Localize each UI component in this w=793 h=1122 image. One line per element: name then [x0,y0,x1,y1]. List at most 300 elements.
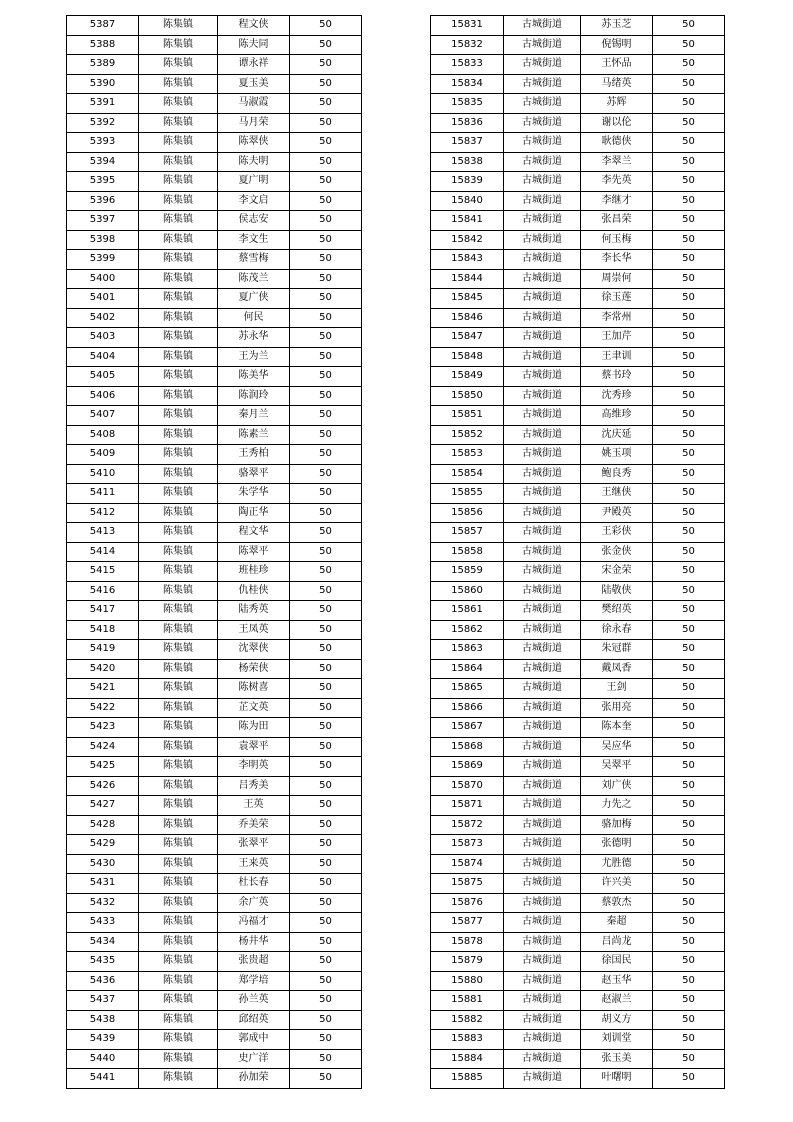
town-cell: 古城街道 [504,289,581,309]
town-cell: 古城街道 [504,133,581,153]
amount-cell: 50 [290,464,362,484]
town-cell: 陈集镇 [139,445,218,465]
amount-cell: 50 [653,835,725,855]
table-row [67,893,362,913]
town-cell: 古城街道 [504,796,581,816]
amount-cell: 50 [653,386,725,406]
town-cell: 陈集镇 [139,464,218,484]
serial-cell: 15877 [431,913,504,933]
table-row [431,757,725,777]
name-cell: 芷文英 [218,698,290,718]
table-row [431,893,725,913]
town-cell: 陈集镇 [139,971,218,991]
serial-cell: 5393 [67,133,139,153]
town-cell: 陈集镇 [139,542,218,562]
town-cell: 陈集镇 [139,328,218,348]
name-cell: 秦超 [581,913,653,933]
table-row [431,913,725,933]
name-cell: 孙兰英 [218,991,290,1011]
serial-cell: 15879 [431,952,504,972]
town-cell: 古城街道 [504,971,581,991]
serial-cell: 15842 [431,230,504,250]
town-cell: 陈集镇 [139,484,218,504]
town-cell: 陈集镇 [139,1010,218,1030]
serial-cell: 5424 [67,737,139,757]
serial-cell: 15882 [431,1010,504,1030]
town-cell: 古城街道 [504,835,581,855]
right-table-body [431,16,725,1089]
serial-cell: 15860 [431,581,504,601]
table-row [431,367,725,387]
name-cell: 徐永春 [581,620,653,640]
amount-cell: 50 [653,406,725,426]
town-cell: 陈集镇 [139,133,218,153]
town-cell: 陈集镇 [139,1030,218,1050]
table-row [67,640,362,660]
serial-cell: 5400 [67,269,139,289]
serial-cell: 15845 [431,289,504,309]
amount-cell: 50 [290,269,362,289]
town-cell: 陈集镇 [139,952,218,972]
amount-cell: 50 [653,659,725,679]
serial-cell: 15855 [431,484,504,504]
amount-cell: 50 [653,191,725,211]
name-cell: 陈素兰 [218,425,290,445]
amount-cell: 50 [653,74,725,94]
amount-cell: 50 [290,952,362,972]
town-cell: 古城街道 [504,347,581,367]
serial-cell: 5421 [67,679,139,699]
amount-cell: 50 [653,893,725,913]
table-row [431,1030,725,1050]
amount-cell: 50 [290,328,362,348]
amount-cell: 50 [290,640,362,660]
town-cell: 古城街道 [504,269,581,289]
table-row [67,562,362,582]
table-row [431,503,725,523]
town-cell: 陈集镇 [139,932,218,952]
name-cell: 张玉美 [581,1049,653,1069]
table-row [67,601,362,621]
name-cell: 赵玉华 [581,971,653,991]
table-row [431,542,725,562]
name-cell: 朱冠群 [581,640,653,660]
name-cell: 孙加荣 [218,1069,290,1089]
amount-cell: 50 [653,640,725,660]
table-row [431,172,725,192]
amount-cell: 50 [290,1010,362,1030]
name-cell: 吕秀美 [218,776,290,796]
amount-cell: 50 [290,874,362,894]
table-row [431,718,725,738]
name-cell: 陈润玲 [218,386,290,406]
town-cell: 古城街道 [504,152,581,172]
name-cell: 夏广明 [218,172,290,192]
town-cell: 陈集镇 [139,874,218,894]
serial-cell: 5418 [67,620,139,640]
serial-cell: 15834 [431,74,504,94]
table-row [431,308,725,328]
name-cell: 乔美荣 [218,815,290,835]
amount-cell: 50 [290,16,362,36]
table-row [431,94,725,114]
town-cell: 古城街道 [504,35,581,55]
town-cell: 古城街道 [504,230,581,250]
table-row [431,152,725,172]
town-cell: 古城街道 [504,503,581,523]
table-row [67,191,362,211]
amount-cell: 50 [290,932,362,952]
table-row [67,503,362,523]
serial-cell: 15846 [431,308,504,328]
serial-cell: 15854 [431,464,504,484]
amount-cell: 50 [290,893,362,913]
table-row [67,620,362,640]
left-table-body [67,16,362,1089]
serial-cell: 15838 [431,152,504,172]
table-row [67,464,362,484]
amount-cell: 50 [653,1010,725,1030]
serial-cell: 5431 [67,874,139,894]
town-cell: 古城街道 [504,250,581,270]
amount-cell: 50 [290,484,362,504]
serial-cell: 15857 [431,523,504,543]
table-row [431,835,725,855]
serial-cell: 5403 [67,328,139,348]
town-cell: 古城街道 [504,659,581,679]
name-cell: 何民 [218,308,290,328]
table-row [431,406,725,426]
town-cell: 古城街道 [504,620,581,640]
serial-cell: 5440 [67,1049,139,1069]
table-row [431,640,725,660]
town-cell: 古城街道 [504,172,581,192]
table-row [431,191,725,211]
table-row [431,776,725,796]
town-cell: 陈集镇 [139,152,218,172]
amount-cell: 50 [290,854,362,874]
table-row [431,269,725,289]
serial-cell: 5398 [67,230,139,250]
serial-cell: 15866 [431,698,504,718]
table-row [67,113,362,133]
town-cell: 陈集镇 [139,835,218,855]
amount-cell: 50 [290,289,362,309]
town-cell: 陈集镇 [139,737,218,757]
name-cell: 樊绍英 [581,601,653,621]
town-cell: 古城街道 [504,367,581,387]
town-cell: 古城街道 [504,854,581,874]
name-cell: 刘训堂 [581,1030,653,1050]
name-cell: 王彩侠 [581,523,653,543]
amount-cell: 50 [290,347,362,367]
serial-cell: 5415 [67,562,139,582]
name-cell: 程文华 [218,523,290,543]
serial-cell: 15848 [431,347,504,367]
serial-cell: 15881 [431,991,504,1011]
table-row [67,35,362,55]
serial-cell: 5420 [67,659,139,679]
name-cell: 王秀柏 [218,445,290,465]
town-cell: 古城街道 [504,386,581,406]
serial-cell: 5388 [67,35,139,55]
name-cell: 陈树喜 [218,679,290,699]
town-cell: 古城街道 [504,601,581,621]
amount-cell: 50 [290,386,362,406]
town-cell: 古城街道 [504,679,581,699]
serial-cell: 15843 [431,250,504,270]
serial-cell: 5423 [67,718,139,738]
name-cell: 张金侠 [581,542,653,562]
table-row [67,74,362,94]
table-row [67,269,362,289]
town-cell: 古城街道 [504,640,581,660]
name-cell: 宋金荣 [581,562,653,582]
serial-cell: 5414 [67,542,139,562]
table-row [67,542,362,562]
name-cell: 李明英 [218,757,290,777]
town-cell: 陈集镇 [139,386,218,406]
town-cell: 古城街道 [504,211,581,231]
serial-cell: 15883 [431,1030,504,1050]
amount-cell: 50 [290,74,362,94]
table-row [431,1010,725,1030]
amount-cell: 50 [653,308,725,328]
town-cell: 古城街道 [504,1069,581,1089]
serial-cell: 5410 [67,464,139,484]
name-cell: 邱绍英 [218,1010,290,1030]
table-row [431,35,725,55]
amount-cell: 50 [290,94,362,114]
serial-cell: 15875 [431,874,504,894]
table-row [431,581,725,601]
amount-cell: 50 [290,250,362,270]
town-cell: 陈集镇 [139,347,218,367]
name-cell: 张用亮 [581,698,653,718]
amount-cell: 50 [653,776,725,796]
serial-cell: 5412 [67,503,139,523]
serial-cell: 15856 [431,503,504,523]
table-row [431,659,725,679]
amount-cell: 50 [653,347,725,367]
right-table [430,15,725,1089]
table-row [67,523,362,543]
amount-cell: 50 [653,796,725,816]
serial-cell: 5411 [67,484,139,504]
name-cell: 谭永祥 [218,55,290,75]
town-cell: 陈集镇 [139,893,218,913]
name-cell: 力先之 [581,796,653,816]
amount-cell: 50 [290,308,362,328]
name-cell: 班桂珍 [218,562,290,582]
serial-cell: 15867 [431,718,504,738]
table-row [431,464,725,484]
serial-cell: 5406 [67,386,139,406]
town-cell: 古城街道 [504,581,581,601]
table-row [67,776,362,796]
name-cell: 蔡雪梅 [218,250,290,270]
name-cell: 王为兰 [218,347,290,367]
serial-cell: 15853 [431,445,504,465]
table-row [67,152,362,172]
table-row [431,815,725,835]
amount-cell: 50 [653,445,725,465]
name-cell: 陶正华 [218,503,290,523]
serial-cell: 15862 [431,620,504,640]
name-cell: 王凤英 [218,620,290,640]
town-cell: 陈集镇 [139,289,218,309]
amount-cell: 50 [290,523,362,543]
name-cell: 沈秀珍 [581,386,653,406]
town-cell: 古城街道 [504,16,581,36]
serial-cell: 15836 [431,113,504,133]
amount-cell: 50 [653,562,725,582]
amount-cell: 50 [653,815,725,835]
name-cell: 鲍良秀 [581,464,653,484]
name-cell: 夏广侠 [218,289,290,309]
serial-cell: 15837 [431,133,504,153]
name-cell: 李继才 [581,191,653,211]
name-cell: 蔡书玲 [581,367,653,387]
name-cell: 朱学华 [218,484,290,504]
amount-cell: 50 [290,581,362,601]
table-row [431,523,725,543]
table-row [431,445,725,465]
amount-cell: 50 [653,601,725,621]
serial-cell: 15847 [431,328,504,348]
amount-cell: 50 [290,971,362,991]
town-cell: 陈集镇 [139,913,218,933]
name-cell: 杜长春 [218,874,290,894]
serial-cell: 5387 [67,16,139,36]
name-cell: 陆秀英 [218,601,290,621]
serial-cell: 5401 [67,289,139,309]
amount-cell: 50 [653,211,725,231]
serial-cell: 15849 [431,367,504,387]
name-cell: 陈茂兰 [218,269,290,289]
serial-cell: 15858 [431,542,504,562]
town-cell: 陈集镇 [139,757,218,777]
serial-cell: 5436 [67,971,139,991]
table-row [67,1069,362,1089]
amount-cell: 50 [653,230,725,250]
amount-cell: 50 [653,250,725,270]
table-row [431,854,725,874]
amount-cell: 50 [653,698,725,718]
name-cell: 张翠平 [218,835,290,855]
serial-cell: 5428 [67,815,139,835]
table-row [67,757,362,777]
name-cell: 余广英 [218,893,290,913]
town-cell: 古城街道 [504,484,581,504]
town-cell: 古城街道 [504,113,581,133]
serial-cell: 15878 [431,932,504,952]
name-cell: 袁翠平 [218,737,290,757]
name-cell: 王继侠 [581,484,653,504]
amount-cell: 50 [290,230,362,250]
serial-cell: 5399 [67,250,139,270]
town-cell: 陈集镇 [139,308,218,328]
amount-cell: 50 [290,191,362,211]
serial-cell: 5437 [67,991,139,1011]
amount-cell: 50 [653,35,725,55]
table-row [67,55,362,75]
amount-cell: 50 [653,718,725,738]
serial-cell: 5395 [67,172,139,192]
name-cell: 姚玉项 [581,445,653,465]
name-cell: 王来英 [218,854,290,874]
name-cell: 沈庆延 [581,425,653,445]
serial-cell: 5404 [67,347,139,367]
serial-cell: 5391 [67,94,139,114]
table-row [431,55,725,75]
table-row [67,913,362,933]
name-cell: 胡义方 [581,1010,653,1030]
table-row [431,328,725,348]
left-table [66,15,362,1089]
name-cell: 李常州 [581,308,653,328]
name-cell: 陆敬侠 [581,581,653,601]
table-row [431,425,725,445]
serial-cell: 15839 [431,172,504,192]
table-row [431,250,725,270]
name-cell: 陈为田 [218,718,290,738]
name-cell: 郭成中 [218,1030,290,1050]
amount-cell: 50 [653,464,725,484]
table-row [67,406,362,426]
amount-cell: 50 [653,55,725,75]
table-row [431,698,725,718]
amount-cell: 50 [290,1049,362,1069]
name-cell: 沈翠侠 [218,640,290,660]
table-row [431,737,725,757]
amount-cell: 50 [290,913,362,933]
town-cell: 陈集镇 [139,406,218,426]
town-cell: 陈集镇 [139,74,218,94]
table-row [67,328,362,348]
name-cell: 郑学培 [218,971,290,991]
table-row [67,1049,362,1069]
name-cell: 徐玉莲 [581,289,653,309]
table-row [431,1069,725,1089]
amount-cell: 50 [653,854,725,874]
town-cell: 古城街道 [504,932,581,952]
name-cell: 许兴美 [581,874,653,894]
town-cell: 陈集镇 [139,776,218,796]
amount-cell: 50 [290,776,362,796]
table-row [431,679,725,699]
serial-cell: 15885 [431,1069,504,1089]
amount-cell: 50 [653,874,725,894]
town-cell: 古城街道 [504,874,581,894]
table-row [67,1010,362,1030]
table-row [431,952,725,972]
serial-cell: 15874 [431,854,504,874]
table-row [67,211,362,231]
serial-cell: 5408 [67,425,139,445]
amount-cell: 50 [290,35,362,55]
name-cell: 何玉梅 [581,230,653,250]
serial-cell: 15852 [431,425,504,445]
town-cell: 古城街道 [504,1010,581,1030]
name-cell: 尹殿英 [581,503,653,523]
amount-cell: 50 [653,542,725,562]
amount-cell: 50 [653,737,725,757]
table-row [431,932,725,952]
town-cell: 陈集镇 [139,640,218,660]
table-row [431,16,725,36]
town-cell: 古城街道 [504,425,581,445]
